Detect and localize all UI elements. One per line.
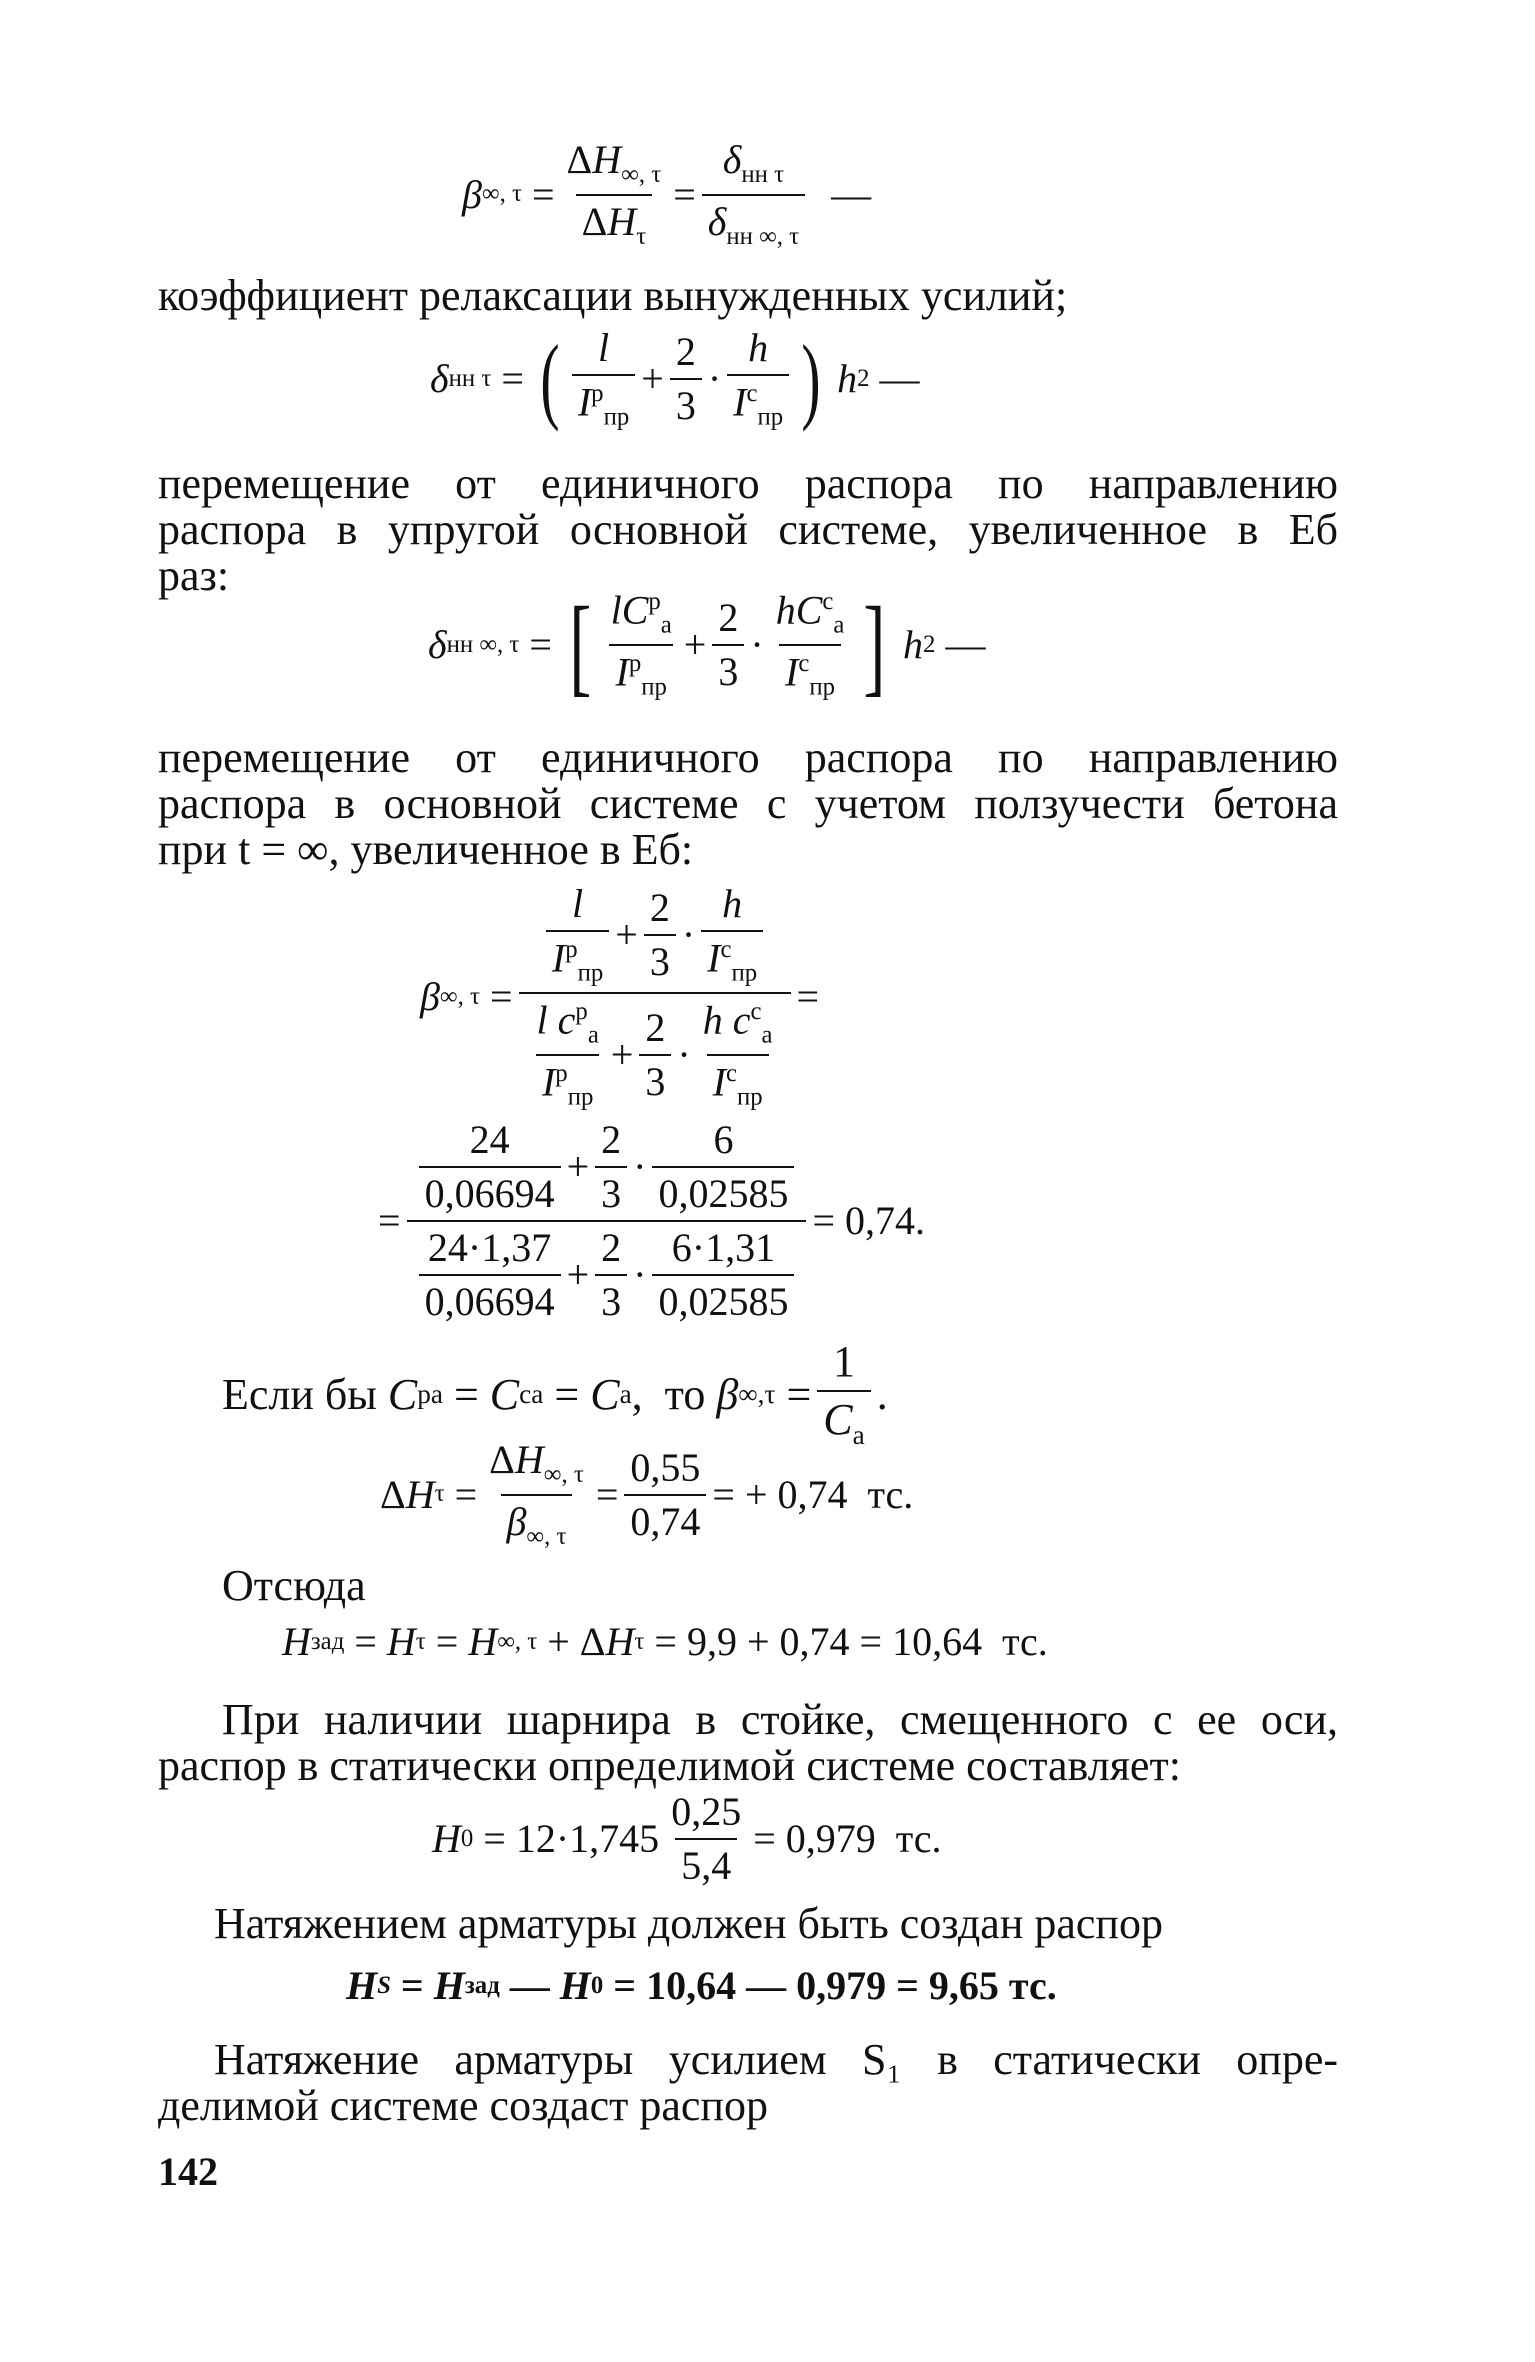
formula-beta-expanded: β ∞, τ = $\frac{l}{I^р_{пр}}$ + $\frac{2}{3}$ · $\frac{h}{I^с_{пр}}$ $\frac{l c^р_а}{I^р_{пр}}$ + $\frac{2}{3}$ · $\frac{h c^с_а}{I^с_{пр}}$ = — [420, 881, 820, 1111]
text-line-14: делимой системе создаст распор — [158, 2081, 768, 2130]
text-line-6: распора в основной системе с учетом ползучести бетона — [158, 779, 1338, 828]
text-line-3: распора в упругой основной системе, увеличенное в Eб — [158, 505, 1338, 554]
text-line-13: Натяжение арматуры усилием S₁ в статически опре- — [214, 2035, 1338, 2084]
text-line-5: перемещение от единичного распора по направлению — [158, 733, 1338, 782]
formula-beta-numeric: = $\frac{24}{0,06694}$ + $\frac{2}{3}$ · $\frac{6}{0,02585}$ $\frac{24\cdot 1,37}{0,06694}$ + $\frac{2}{3}$ · $\frac{6\cdot 1,31}{0,02585}$ = 0,74 . — [378, 1117, 926, 1324]
formula-1-text — [0, 0, 1, 1]
text-line-11: распор в статически определимой системе составляет: — [158, 1741, 1181, 1790]
text-line-10: При наличии шарнира в стойке, смещенного с ее оси, — [222, 1695, 1338, 1744]
text-line-4: раз: — [158, 551, 230, 600]
formula-h0: H 0 = 12·1,745 $\frac{0,25}{5,4}$ = 0,979 тс. — [432, 1789, 942, 1888]
formula-delta-tau: δ нн τ = ( $\frac{l}{I^р_{пр}}$ + $\frac{2}{3}$ · $\frac{h}{I^с_{пр}}$ ) h 2 — — [430, 325, 920, 433]
formula-delta-h-tau: Δ H τ = $\frac{\Delta H_{\infty, \tau}}{\beta_{\infty, \tau}}$ = $\frac{0,55}{0,74}$ = + 0,74 тс. — [380, 1437, 914, 1550]
page-number: 142 — [158, 2149, 218, 2194]
text-line-12: Натяжением арматуры должен быть создан распор — [214, 1899, 1163, 1948]
text-line-1: коэффициент релаксации вынужденных усилий; — [158, 271, 1068, 320]
formula-h-zad: H зад = H τ = H ∞, τ + Δ H τ = 9,9 + 0,74 = 10,64 тс. — [282, 1619, 1048, 1664]
text-line-2: перемещение от единичного распора по направлению — [158, 459, 1338, 508]
text-line-9: Отсюда — [222, 1561, 366, 1610]
formula-hs: H S = H зад — H 0 = 10,64 — 0,979 = 9,65 тс. — [346, 1963, 1057, 2008]
text-line-8: Если бы C р а = C с а = C а , то β ∞,τ = $\frac{1}{C_а}$ . — [222, 1337, 888, 1450]
formula-beta-ratio: β ∞, τ = $\frac{\Delta H_{\infty, \tau}}{\Delta H_\tau}$ = $\frac{\delta_{нн \tau}}{\delta_{нн \infty, \tau}}$ — — [462, 137, 872, 250]
text-line-7: при t = ∞, увеличенное в Eб: — [158, 825, 694, 874]
formula-delta-infinity: δ нн ∞, τ = [ $\frac{lC^р_а}{I^р_{пр}}$ + $\frac{2}{3}$ · $\frac{hC^с_а}{I^с_{пр}}$ ] h 2 — — [428, 584, 986, 707]
